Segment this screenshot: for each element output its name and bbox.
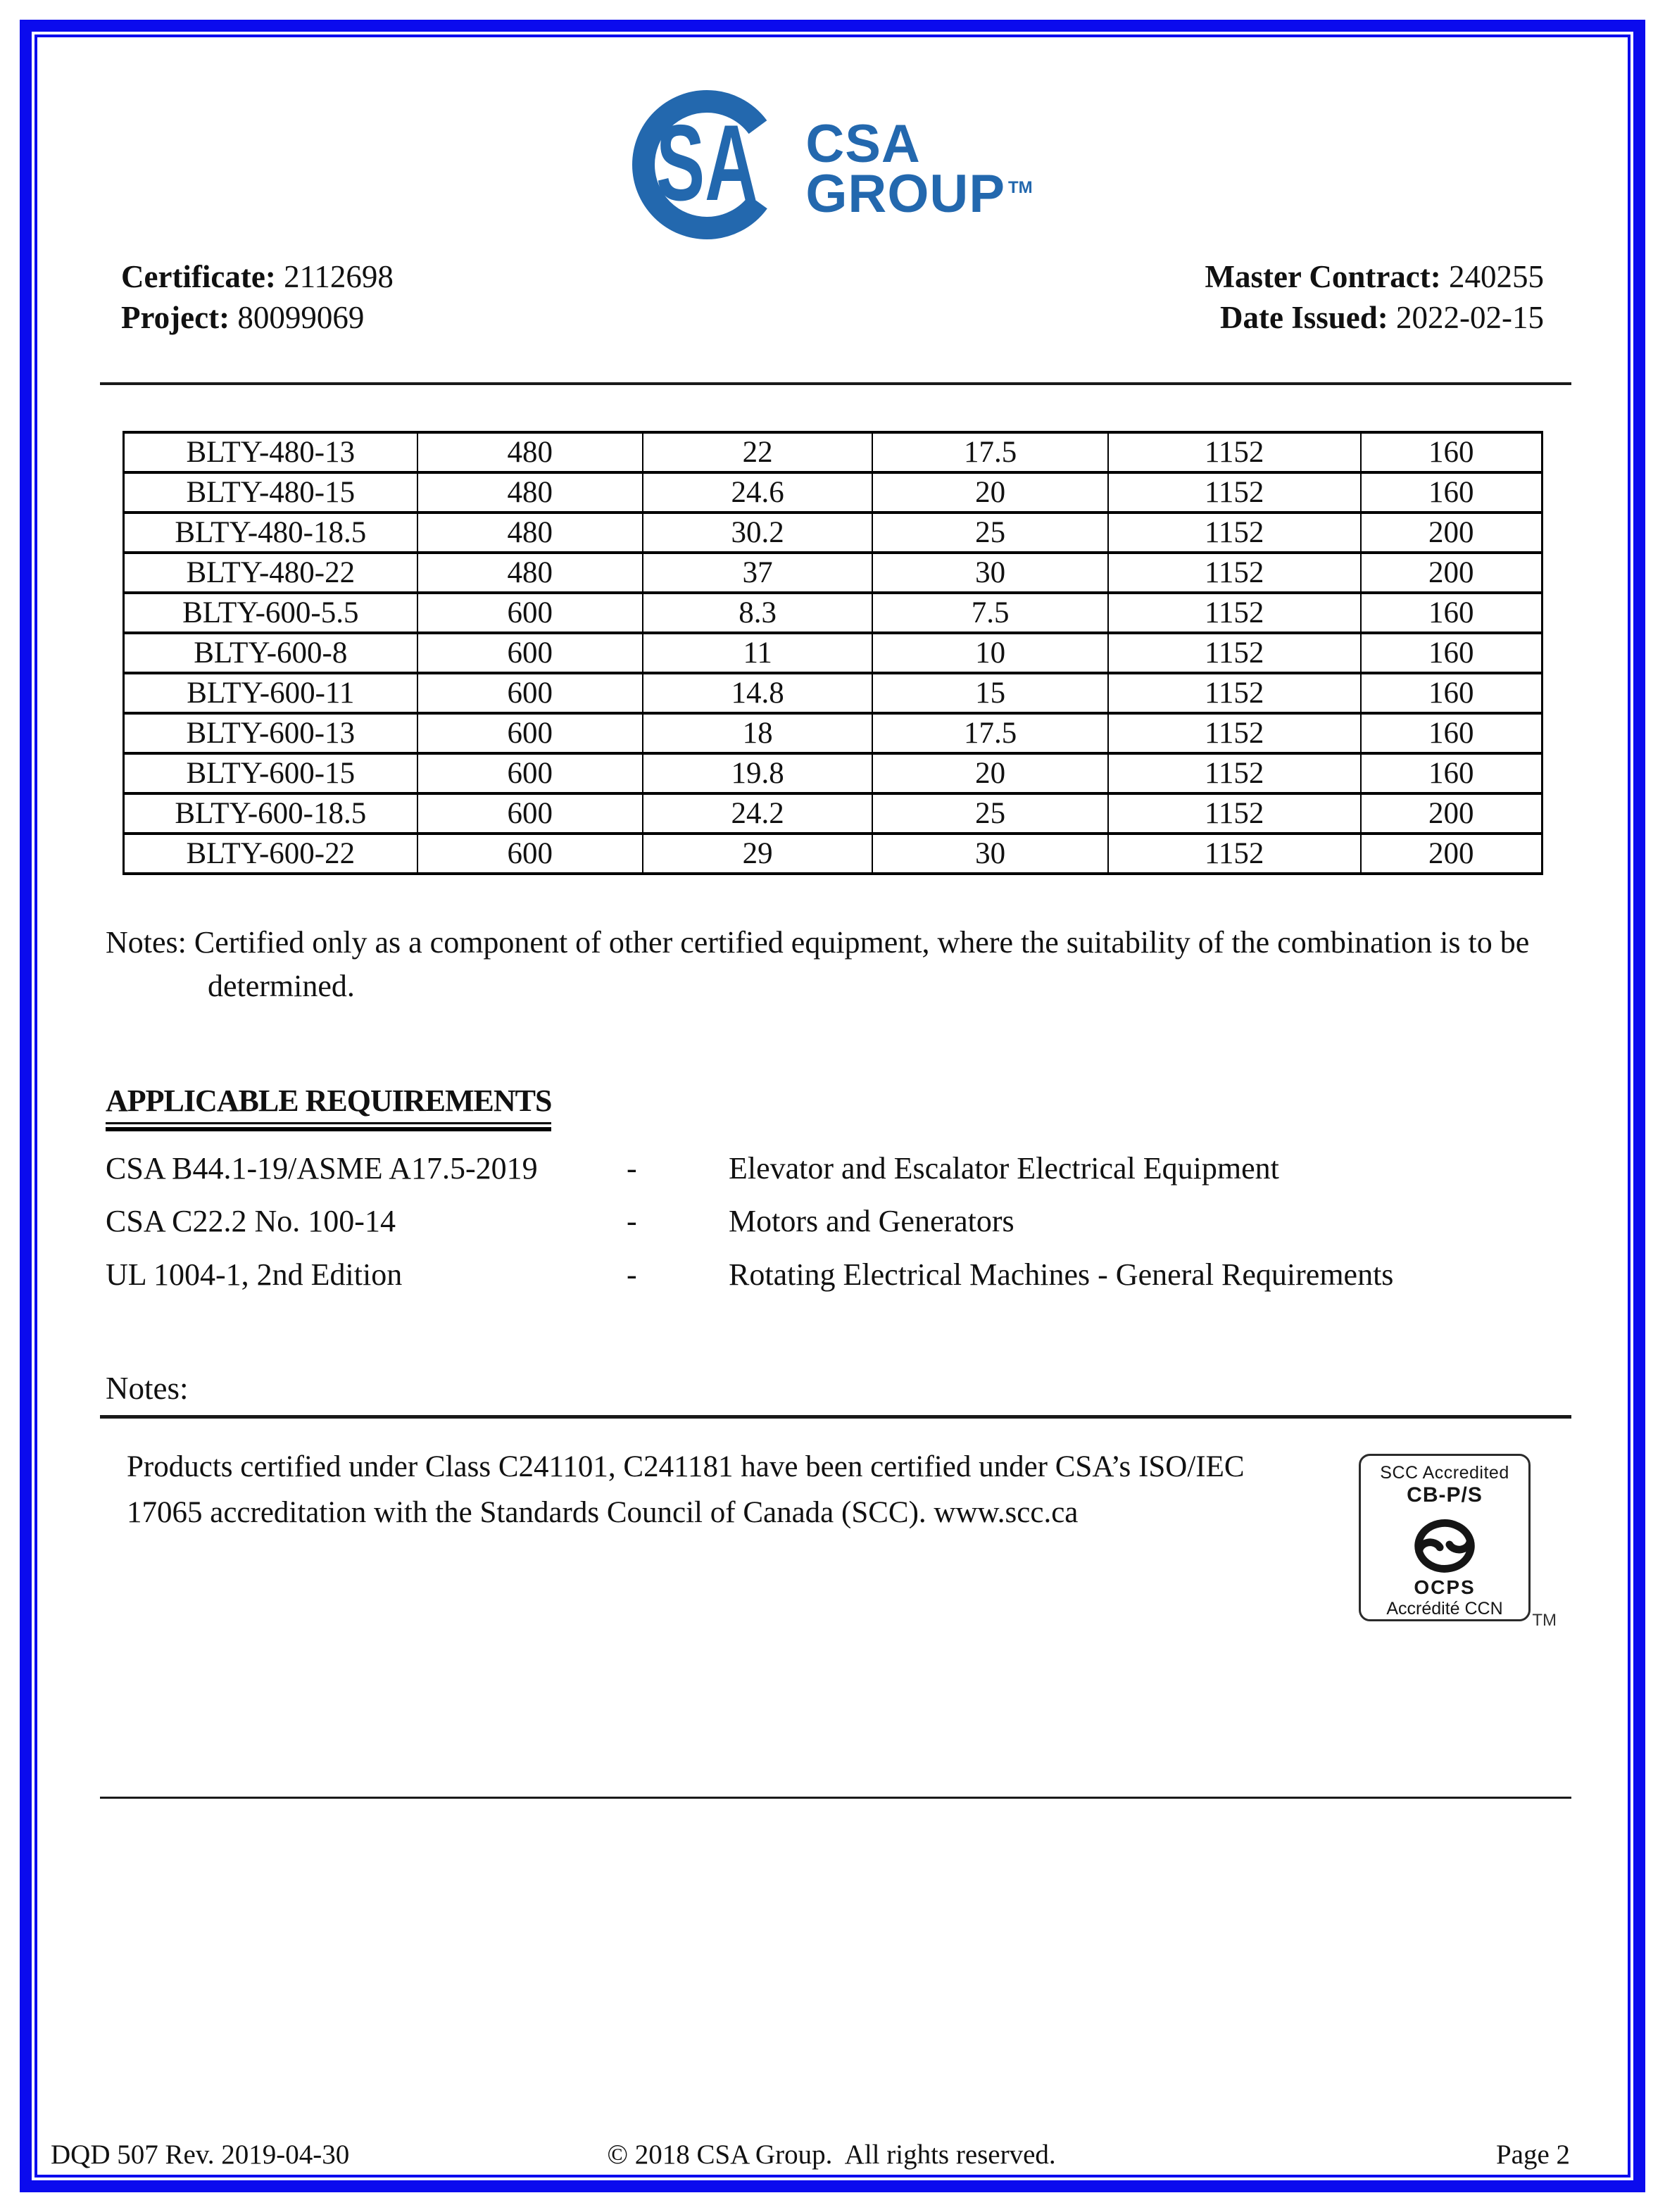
csa-monogram-icon: [632, 83, 791, 246]
scc-accredited-badge: [1359, 1454, 1557, 1630]
footer-copyright: © 2018 CSA Group. All rights reserved.: [607, 2139, 1056, 2170]
logo-trademark: TM: [1008, 178, 1033, 198]
scc-badge-trademark: TM: [1532, 1611, 1557, 1630]
table-row: [124, 834, 1543, 874]
csa-logo-wordmark: [805, 83, 1033, 224]
certification-table-body: [124, 432, 1543, 874]
certificate-label: Certificate:: [121, 259, 276, 294]
table-cell: 25: [872, 513, 1107, 553]
header-left: [121, 257, 394, 338]
table-cell: 1152: [1108, 513, 1361, 553]
table-cell: 1152: [1108, 673, 1361, 713]
table-cell: 1152: [1108, 553, 1361, 593]
header-divider-line: [100, 382, 1571, 385]
table-cell: 14.8: [643, 673, 872, 713]
project-value: 80099069: [237, 299, 365, 335]
requirement-description: Rotating Electrical Machines - General Requirements: [729, 1257, 1394, 1292]
table-cell: BLTY-480-13: [124, 432, 417, 472]
table-cell: 8.3: [643, 593, 872, 633]
table-cell: 600: [417, 834, 643, 874]
requirement-standard: CSA C22.2 No. 100-14: [106, 1204, 396, 1239]
table-cell: 24.2: [643, 793, 872, 834]
table-cell: 7.5: [872, 593, 1107, 633]
applicable-requirements-heading: [106, 1083, 551, 1131]
table-cell: 1152: [1108, 432, 1361, 472]
table-cell: 10: [872, 633, 1107, 673]
table-cell: 19.8: [643, 753, 872, 793]
date-issued-value: 2022-02-15: [1396, 299, 1544, 335]
table-cell: 25: [872, 793, 1107, 834]
table-cell: 480: [417, 553, 643, 593]
table-cell: 37: [643, 553, 872, 593]
table-cell: 160: [1361, 753, 1543, 793]
requirement-standard: CSA B44.1-19/ASME A17.5-2019: [106, 1151, 538, 1186]
table-cell: 160: [1361, 673, 1543, 713]
table-cell: BLTY-480-22: [124, 553, 417, 593]
table-cell: 30: [872, 834, 1107, 874]
table-cell: BLTY-480-15: [124, 472, 417, 513]
footer-page-number: Page 2: [1495, 2139, 1570, 2170]
table-row: [124, 793, 1543, 834]
table-cell: 600: [417, 713, 643, 753]
table-cell: 160: [1361, 593, 1543, 633]
table-cell: 600: [417, 673, 643, 713]
table-cell: 200: [1361, 834, 1543, 874]
table-cell: 1152: [1108, 834, 1361, 874]
certificate-value: 2112698: [284, 259, 394, 294]
table-row: [124, 633, 1543, 673]
scc-badge-line4: Accrédité CCN: [1386, 1599, 1503, 1619]
project-line: [121, 298, 394, 339]
table-cell: 20: [872, 472, 1107, 513]
scc-accreditation-paragraph: Products certified under Class C241101, C241181 have been certified under CSA’s ISO/IEC 17065 accreditation with the Standards Council of Canada (SCC). www.scc.ca: [127, 1450, 1245, 1529]
table-row: [124, 472, 1543, 513]
master-contract-label: Master Contract:: [1205, 259, 1441, 294]
table-cell: 1152: [1108, 593, 1361, 633]
table-cell: BLTY-600-18.5: [124, 793, 417, 834]
master-contract-line: [1205, 257, 1544, 298]
table-cell: 1152: [1108, 793, 1361, 834]
table-cell: 1152: [1108, 713, 1361, 753]
table-cell: 480: [417, 432, 643, 472]
table-cell: 200: [1361, 513, 1543, 553]
master-contract-value: 240255: [1449, 259, 1544, 294]
table-cell: BLTY-480-18.5: [124, 513, 417, 553]
scc-spiral-icon: [1408, 1509, 1481, 1578]
table-cell: 1152: [1108, 472, 1361, 513]
requirement-separator: -: [627, 1204, 637, 1239]
requirement-description: Elevator and Escalator Electrical Equipment: [729, 1151, 1279, 1186]
table-cell: BLTY-600-15: [124, 753, 417, 793]
table-cell: 600: [417, 593, 643, 633]
table-cell: 160: [1361, 713, 1543, 753]
date-issued-label: Date Issued:: [1220, 299, 1388, 335]
table-row: [124, 432, 1543, 472]
table-cell: 160: [1361, 633, 1543, 673]
requirement-description: Motors and Generators: [729, 1204, 1014, 1239]
table-row: [124, 673, 1543, 713]
project-label: Project:: [121, 299, 230, 335]
table-row: [124, 713, 1543, 753]
table-notes-paragraph: Notes: Certified only as a component of other certified equipment, where the suitability of the combination is to be determined.: [106, 925, 1530, 1004]
table-cell: 24.6: [643, 472, 872, 513]
notes-section-label: Notes:: [106, 1371, 189, 1406]
table-cell: BLTY-600-8: [124, 633, 417, 673]
notes-divider-line: [100, 1415, 1571, 1419]
table-cell: 15: [872, 673, 1107, 713]
applicable-requirements-title: APPLICABLE REQUIREMENTS: [106, 1083, 551, 1124]
table-cell: 480: [417, 472, 643, 513]
table-cell: 30.2: [643, 513, 872, 553]
logo-line1: CSA: [805, 114, 921, 174]
table-cell: 11: [643, 633, 872, 673]
svg-text:SA: SA: [656, 101, 758, 223]
table-cell: 29: [643, 834, 872, 874]
table-cell: 22: [643, 432, 872, 472]
logo-line2: GROUP: [805, 163, 1006, 224]
table-cell: 17.5: [872, 713, 1107, 753]
footer-revision: DQD 507 Rev. 2019-04-30: [51, 2139, 350, 2170]
requirements-list: [106, 1152, 1566, 1292]
table-cell: BLTY-600-22: [124, 834, 417, 874]
header-right: [1205, 257, 1544, 338]
date-issued-line: [1205, 298, 1544, 339]
table-row: [124, 753, 1543, 793]
table-cell: 1152: [1108, 753, 1361, 793]
table-cell: BLTY-600-13: [124, 713, 417, 753]
table-cell: 18: [643, 713, 872, 753]
requirement-separator: -: [627, 1151, 637, 1186]
table-row: [124, 593, 1543, 633]
lower-divider-line: [100, 1797, 1571, 1799]
document-header: [121, 257, 1544, 338]
table-cell: 200: [1361, 793, 1543, 834]
table-cell: 200: [1361, 553, 1543, 593]
requirement-standard: UL 1004-1, 2nd Edition: [106, 1257, 403, 1292]
table-cell: BLTY-600-5.5: [124, 593, 417, 633]
table-cell: 160: [1361, 472, 1543, 513]
certification-ratings-table: [122, 431, 1543, 875]
scc-badge-line1: SCC Accredited: [1380, 1463, 1509, 1483]
table-cell: 480: [417, 513, 643, 553]
table-row: [124, 513, 1543, 553]
table-cell: 20: [872, 753, 1107, 793]
table-cell: 600: [417, 793, 643, 834]
table-cell: BLTY-600-11: [124, 673, 417, 713]
table-cell: 600: [417, 633, 643, 673]
table-cell: 1152: [1108, 633, 1361, 673]
csa-group-logo: [0, 83, 1665, 246]
table-cell: 160: [1361, 432, 1543, 472]
table-cell: 600: [417, 753, 643, 793]
requirement-separator: -: [627, 1257, 637, 1292]
scc-badge-line3: OCPS: [1414, 1576, 1476, 1598]
certificate-line: [121, 257, 394, 298]
scc-badge-line2: CB-P/S: [1407, 1483, 1483, 1507]
table-cell: 17.5: [872, 432, 1107, 472]
table-cell: 30: [872, 553, 1107, 593]
table-row: [124, 553, 1543, 593]
